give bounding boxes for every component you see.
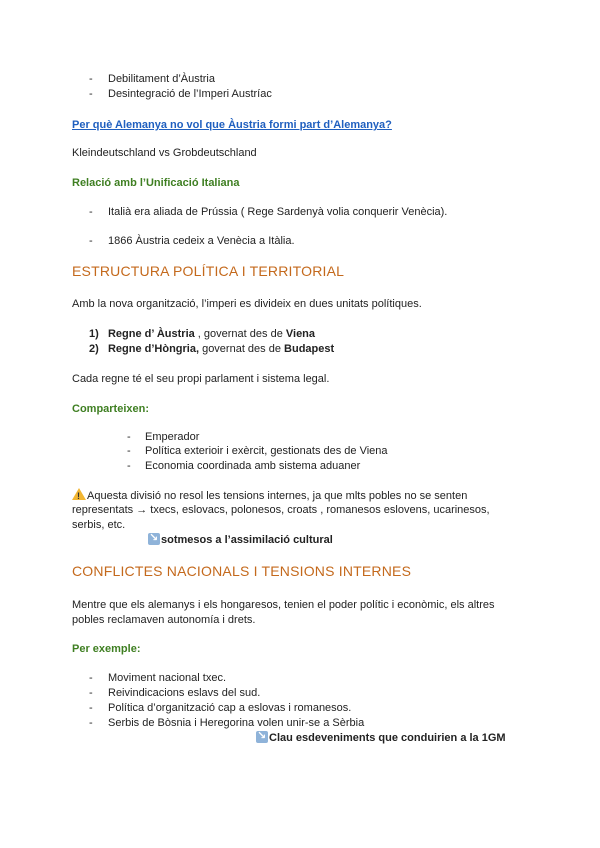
kingdom-name: Regne d’Hòngria, (107, 343, 200, 355)
list-item: Economia coordinada amb sistema aduaner (145, 460, 361, 472)
list-bullet: - (127, 431, 131, 443)
list-item: Emperador (145, 431, 200, 443)
numbered-item (89, 327, 315, 341)
warning-icon (72, 488, 86, 500)
list-bullet: - (89, 206, 93, 218)
italy-heading: Relació amb l’Unificació Italiana (72, 177, 240, 189)
kingdom-text: , governat des de (194, 328, 286, 340)
numbered-marker: 1) (89, 328, 99, 340)
list-item: Moviment nacional txec. (108, 672, 226, 684)
list-bullet: - (89, 717, 93, 729)
list-bullet: - (89, 235, 93, 247)
question-link[interactable]: Per què Alemanya no vol que Àustria formi part d’Alemanya? (72, 119, 392, 131)
list-item: Debilitament d’Àustria (108, 73, 215, 85)
list-bullet: - (89, 88, 93, 100)
warning-line: representats → txecs, eslovacs, polonesos, croats , romanesos eslovens, ucarinesos, (72, 504, 490, 516)
legal-note: Cada regne té el seu propi parlament i sistema legal. (72, 373, 330, 385)
section-heading: ESTRUCTURA POLÍTICA I TERRITORIAL (72, 263, 345, 279)
list-bullet: - (89, 702, 93, 714)
arrow-icon (148, 533, 160, 545)
warning-line: !Aquesta divisió no resol les tensions internes, ja que mlts pobles no se senten (72, 488, 467, 503)
arrow-icon (256, 731, 268, 743)
list-item: Serbis de Bòsnia i Heregorina volen unir-se a Sèrbia (108, 717, 365, 729)
list-item: Política d’organització cap a eslovas i romanesos. (108, 702, 352, 714)
numbered-marker: 2) (89, 343, 99, 355)
list-item: Italià era aliada de Prússia ( Rege Sardenyà volia conquerir Venècia). (108, 206, 448, 218)
list-item: Reivindicacions eslavs del sud. (108, 687, 261, 699)
list-item: Desintegració de l’Imperi Austríac (108, 88, 272, 100)
warning-line: serbis, etc. (72, 519, 126, 531)
callout: ↘sotmesos a l’assimilació cultural (148, 533, 333, 547)
shared-heading: Comparteixen: (72, 403, 150, 415)
list-item: 1866 Àustria cedeix a Venècia a Itàlia. (108, 235, 295, 247)
kingdom-name: Regne d’ Àustria (107, 328, 195, 340)
section-intro: Mentre que els alemanys i els hongaresos, tenien el poder polític i econòmic, els altres (72, 599, 495, 611)
list-item: Política exterioir i exèrcit, gestionats des de Viena (145, 445, 388, 457)
numbered-item (89, 342, 334, 356)
capital-name: Viena (285, 328, 316, 340)
list-bullet: - (89, 687, 93, 699)
list-bullet: - (127, 445, 131, 457)
list-bullet: - (127, 460, 131, 472)
section-intro: Amb la nova organització, l’imperi es divideix en dues unitats polítiques. (72, 298, 422, 310)
section-heading: CONFLICTES NACIONALS I TENSIONS INTERNES (72, 563, 412, 579)
kingdom-text: governat des de (199, 343, 285, 355)
section-intro: pobles reclamaven autonomía i drets. (72, 614, 256, 626)
question-answer: Kleindeutschland vs Grobdeutschland (72, 147, 257, 159)
list-bullet: - (89, 73, 93, 85)
example-heading: Per exemple: (72, 643, 141, 655)
capital-name: Budapest (284, 343, 335, 355)
callout: ↘Clau esdeveniments que conduirien a la 1GM (256, 731, 506, 745)
list-bullet: - (89, 672, 93, 684)
